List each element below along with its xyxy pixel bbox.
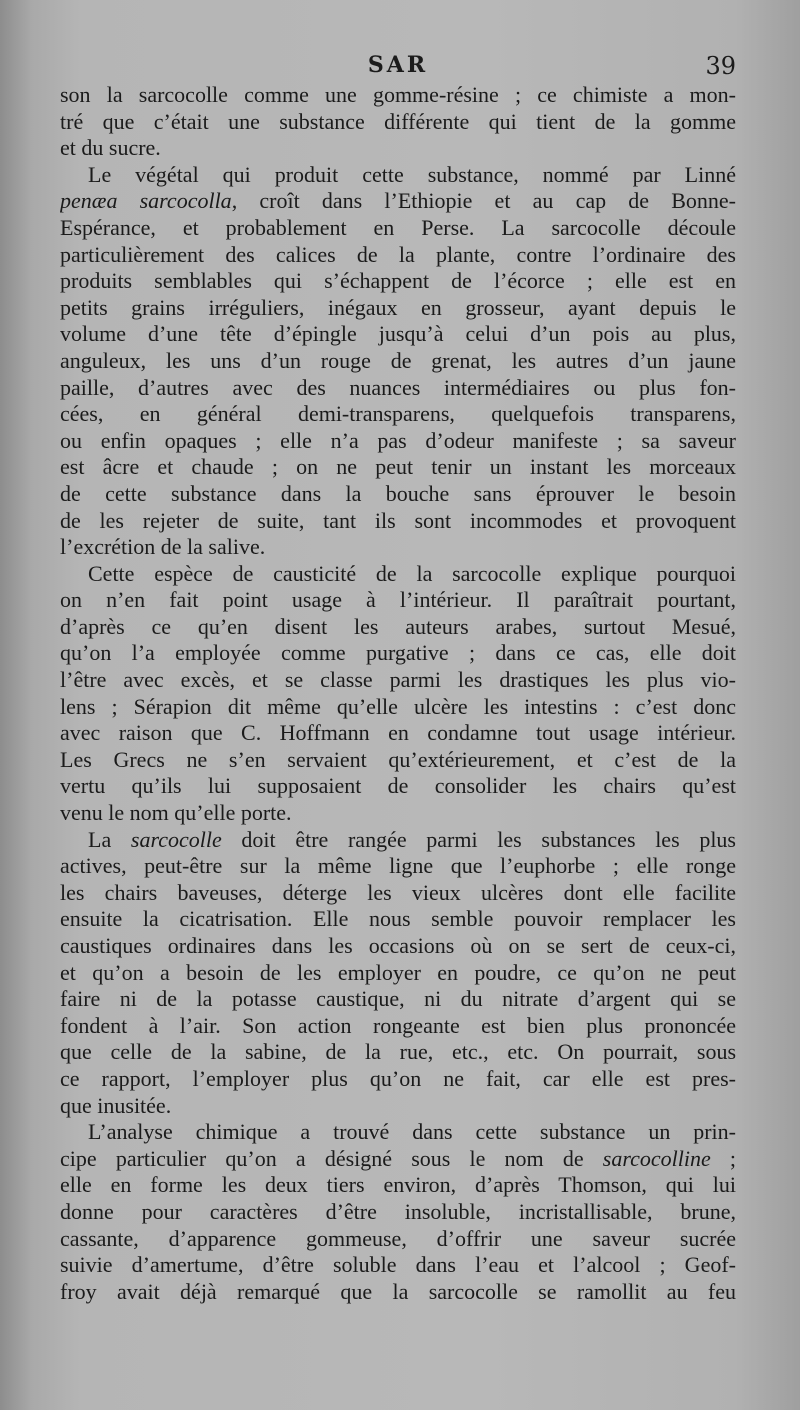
text-segment: L’analyse chimique a trouvé dans cette substance un prin- <box>88 1119 736 1145</box>
text-segment: et du sucre. <box>60 135 161 161</box>
page-number: 39 <box>705 52 736 80</box>
text-segment: volume d’une tête d’épingle jusqu’à celui d’un pois au plus, <box>60 321 736 347</box>
text-line <box>60 401 736 428</box>
text-segment: produits semblables qui s’échappent de l’écorce ; elle est en <box>60 268 736 294</box>
text-segment: que inusitée. <box>60 1092 172 1118</box>
text-line <box>60 614 736 641</box>
text-line <box>60 321 736 348</box>
text-line <box>60 853 736 880</box>
running-head: SAR <box>367 52 429 78</box>
text-line <box>60 561 736 588</box>
text-segment: Espérance, et probablement en Perse. La sarcocolle découle <box>60 214 736 240</box>
text-line <box>60 188 736 215</box>
text-line <box>60 667 736 694</box>
text-line <box>60 1039 736 1066</box>
text-line <box>60 1093 736 1120</box>
text-line <box>60 986 736 1013</box>
text-line <box>60 1199 736 1226</box>
text-line <box>60 348 736 375</box>
text-segment: avec raison que C. Hoffmann en condamne tout usage intérieur. <box>60 720 736 746</box>
text-segment: d’après ce qu’en disent les auteurs arabes, surtout Mesué, <box>60 613 736 639</box>
text-line <box>60 1172 736 1199</box>
text-segment: donne pour caractères d’être insoluble, incristallisable, brune, <box>60 1198 736 1224</box>
text-line <box>60 1252 736 1279</box>
text-segment: vertu qu’ils lui supposaient de consolider les chairs qu’est <box>60 773 736 799</box>
text-segment: on n’en fait point usage à l’intérieur. Il paraîtrait pourtant, <box>60 587 736 613</box>
text-segment: faire ni de la potasse caustique, ni du nitrate d’argent qui se <box>60 986 736 1012</box>
text-segment: La <box>88 826 131 852</box>
text-line <box>60 1013 736 1040</box>
text-segment: ou enfin opaques ; elle n’a pas d’odeur manifeste ; sa saveur <box>60 427 736 453</box>
text-segment: elle en forme les deux tiers environ, d’après Thomson, qui lui <box>60 1172 736 1198</box>
text-line <box>60 109 736 136</box>
text-segment: paille, d’autres avec des nuances intermédiaires ou plus fon- <box>60 374 736 400</box>
text-line <box>60 375 736 402</box>
text-segment: les chairs baveuses, déterge les vieux ulcères dont elle facilite <box>60 879 736 905</box>
text-segment: ; <box>710 1145 736 1171</box>
text-segment: doit être rangée parmi les substances les plus <box>221 826 736 852</box>
text-line <box>60 1146 736 1173</box>
text-segment: de les rejeter de suite, tant ils sont incommodes et provoquent <box>60 507 736 533</box>
text-segment: , croît dans l’Ethiopie et au cap de Bonne- <box>231 188 736 214</box>
text-segment: tré que c’était une substance différente qui tient de la gomme <box>60 108 736 134</box>
text-line <box>60 268 736 295</box>
text-segment: particulièrement des calices de la plante, contre l’ordinaire des <box>60 241 736 267</box>
text-line <box>60 747 736 774</box>
text-line <box>60 242 736 269</box>
text-segment: Cette espèce de causticité de la sarcocolle explique pourquoi <box>88 560 736 586</box>
text-line <box>60 880 736 907</box>
text-segment: actives, peut-être sur la même ligne que l’euphorbe ; elle ronge <box>60 853 736 879</box>
text-segment: anguleux, les uns d’un rouge de grenat, les autres d’un jaune <box>60 347 736 373</box>
text-segment: caustiques ordinaires dans les occasions où on se sert de ceux-ci, <box>60 933 736 958</box>
text-line <box>60 1066 736 1093</box>
text-line <box>60 960 736 987</box>
text-line <box>60 481 736 508</box>
text-line <box>60 587 736 614</box>
text-line <box>60 508 736 535</box>
text-segment: est âcre et chaude ; on ne peut tenir un instant les morceaux <box>60 454 736 480</box>
italic-term: sarcocolline <box>602 1145 711 1171</box>
text-line <box>60 933 736 960</box>
text-line <box>60 694 736 721</box>
text-line <box>60 800 736 827</box>
text-segment: qu’on l’a employée comme purgative ; dans ce cas, elle doit <box>60 640 736 666</box>
text-line <box>60 720 736 747</box>
text-line <box>60 773 736 800</box>
text-segment: que celle de la sabine, de la rue, etc., etc. On pourrait, sous <box>60 1039 736 1065</box>
text-segment: venu le nom qu’elle porte. <box>60 800 292 826</box>
text-segment: l’excrétion de la salive. <box>60 534 266 560</box>
body-text <box>60 82 736 1305</box>
text-segment: et qu’on a besoin de les employer en poudre, ce qu’on ne peut <box>60 959 736 985</box>
text-line <box>60 428 736 455</box>
italic-term: sarcocolle <box>130 826 222 852</box>
text-segment: lens ; Sérapion dit même qu’elle ulcère les intestins : c’est donc <box>60 693 736 719</box>
italic-term: penæa sarcocolla <box>60 188 232 214</box>
text-segment: fondent à l’air. Son action rongeante est bien plus prononcée <box>60 1012 736 1038</box>
text-segment: suivie d’amertume, d’être soluble dans l’eau et l’alcool ; Geof- <box>60 1252 736 1278</box>
text-segment: de cette substance dans la bouche sans éprouver le besoin <box>60 480 736 506</box>
text-segment: cipe particulier qu’on a désigné sous le nom de <box>60 1145 603 1171</box>
text-line <box>60 640 736 667</box>
text-line <box>60 1119 736 1146</box>
text-line <box>60 1226 736 1253</box>
text-segment: Le végétal qui produit cette substance, nommé par Linné <box>88 161 736 187</box>
text-segment: ce rapport, l’employer plus qu’on ne fait, car elle est pres- <box>60 1065 736 1091</box>
text-line <box>60 82 736 109</box>
text-segment: son la sarcocolle comme une gomme-résine ; ce chimiste a mon- <box>60 82 736 107</box>
text-segment: cassante, d’apparence gommeuse, d’offrir une saveur sucrée <box>60 1225 736 1251</box>
text-line <box>60 135 736 162</box>
page-header <box>60 52 736 82</box>
text-line <box>60 827 736 854</box>
text-line <box>60 906 736 933</box>
text-line <box>60 534 736 561</box>
text-segment: froy avait déjà remarqué que la sarcocolle se ramollit au feu <box>60 1278 736 1304</box>
text-line <box>60 215 736 242</box>
text-line <box>60 1279 736 1306</box>
text-segment: l’être avec excès, et se classe parmi les drastiques les plus vio- <box>60 667 736 693</box>
text-line <box>60 162 736 189</box>
text-line <box>60 454 736 481</box>
text-segment: Les Grecs ne s’en servaient qu’extérieurement, et c’est de la <box>60 746 736 772</box>
text-segment: cées, en général demi-transparens, quelquefois transparens, <box>60 401 736 427</box>
text-segment: ensuite la cicatrisation. Elle nous semble pouvoir remplacer les <box>60 906 736 932</box>
text-line <box>60 295 736 322</box>
text-segment: petits grains irréguliers, inégaux en grosseur, ayant depuis le <box>60 294 736 320</box>
